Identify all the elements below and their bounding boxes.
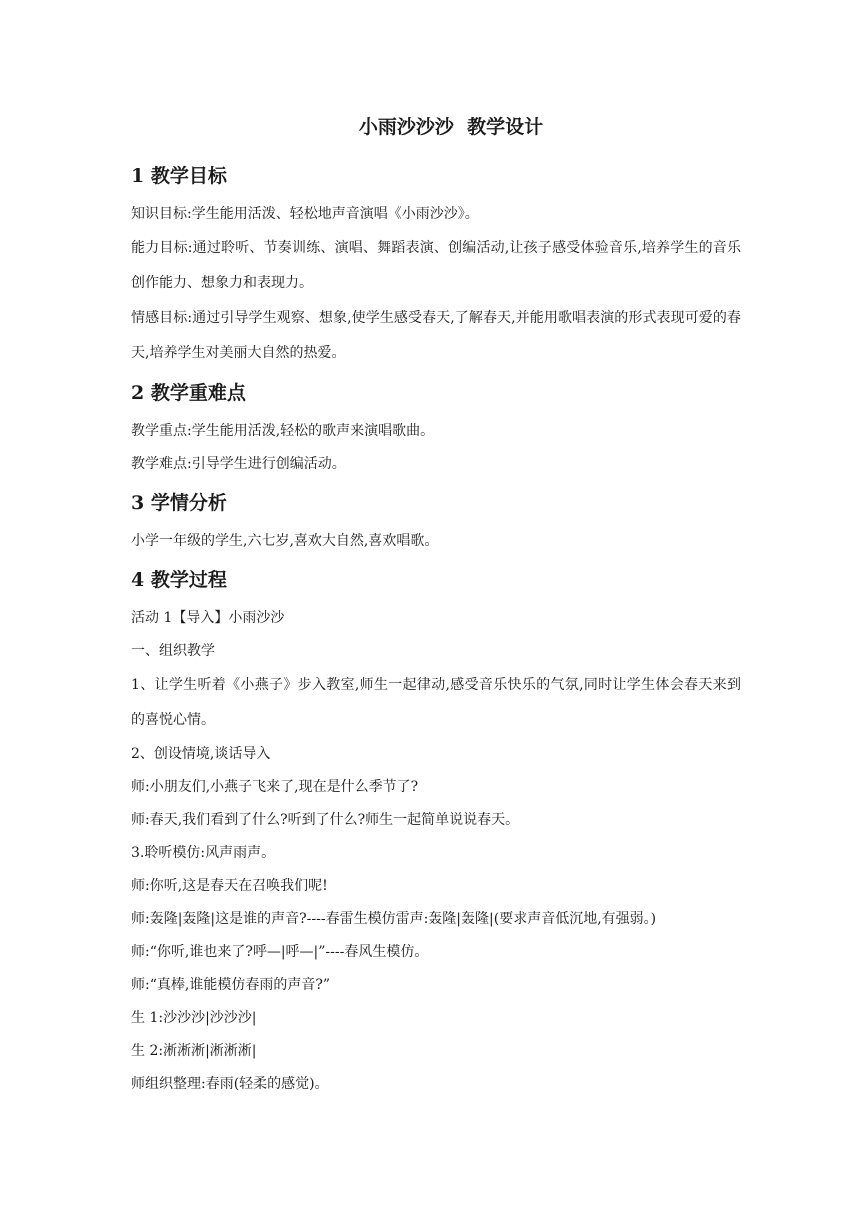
document-title: 小雨沙沙沙 教学设计 [358,116,544,138]
paragraph: 师:“真棒,谁能模仿春雨的声音?” [131,977,330,993]
paragraph: 师:春天,我们看到了什么?听到了什么?师生一起简单说说春天。 [131,812,520,828]
paragraph: 一、组织教学 [131,643,215,659]
paragraph: 2、创设情境,谈话导入 [131,746,271,762]
paragraph: 3.聆听模仿:风声雨声。 [131,845,276,861]
section-heading: 3 学情分析 [131,492,227,514]
paragraph: 知识目标:学生能用活泼、轻松地声音演唱《小雨沙沙》。 [131,206,479,222]
paragraph: 活动 1【导入】小雨沙沙 [131,610,285,626]
paragraph: 师:轰隆|轰隆|这是谁的声音?----春雷生模仿雷声:轰隆|轰隆|(要求声音低沉地,有强弱。) [131,911,657,927]
paragraph: 生 2:淅淅淅|淅淅淅| [131,1043,257,1059]
section-student-analysis [131,489,741,558]
section-teaching-process [131,566,741,1101]
paragraph: 师:小朋友们,小燕子飞来了,现在是什么季节了? [131,779,419,795]
paragraph: 教学重点:学生能用活泼,轻松的歌声来演唱歌曲。 [131,423,435,439]
paragraph: 师:你听,这是春天在召唤我们呢! [131,878,328,894]
section-heading: 1 教学目标 [131,165,227,187]
paragraph: 小学一年级的学生,六七岁,喜欢大自然,喜欢唱歌。 [131,533,439,549]
paragraph: 教学难点:引导学生进行创编活动。 [131,456,346,472]
paragraph: 师:“你听,谁也来了?呼—|呼—|”----春风生模仿。 [131,944,429,960]
paragraph: 1、让学生听着《小燕子》步入教室,师生一起律动,感受音乐快乐的气氛,同时让学生体会春天来到的喜悦心情。 [131,677,741,728]
paragraph: 能力目标:通过聆听、节奏训练、演唱、舞蹈表演、创编活动,让孩子感受体验音乐,培养学生的音乐创作能力、想象力和表现力。 [131,240,741,291]
paragraph: 情感目标:通过引导学生观察、想象,使学生感受春天,了解春天,并能用歌唱表演的形式表现可爱的春天,培养学生对美丽大自然的热爱。 [131,310,741,361]
paragraph: 师组织整理:春雨(轻柔的感觉)。 [131,1076,329,1092]
document-page [131,112,741,1109]
section-teaching-goals [131,162,741,371]
paragraph: 生 1:沙沙沙|沙沙沙| [131,1010,257,1026]
section-heading: 4 教学过程 [131,569,227,591]
section-heading: 2 教学重难点 [131,382,246,404]
section-key-points [131,379,741,481]
